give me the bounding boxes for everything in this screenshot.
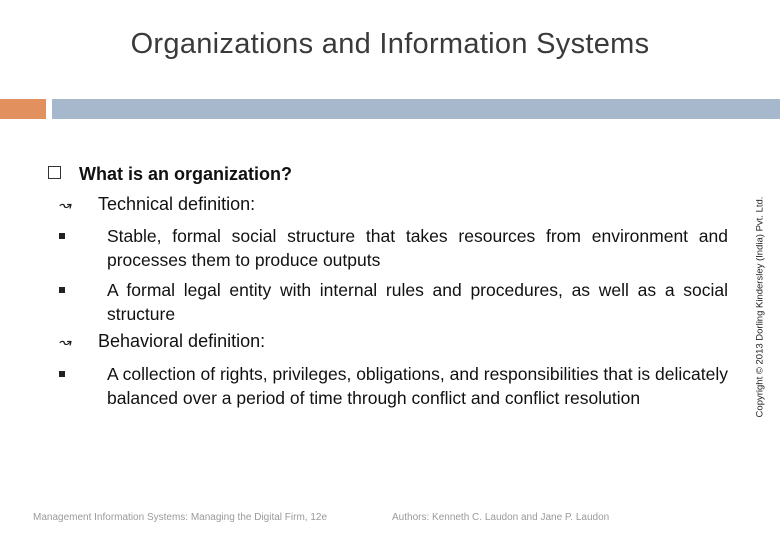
square-bullet-icon xyxy=(48,166,61,179)
heading-text: What is an organization? xyxy=(79,164,293,184)
accent-bar-blue xyxy=(52,99,780,119)
curl-arrow-icon: ↝ xyxy=(58,334,71,351)
slide-title: Organizations and Information Systems xyxy=(130,28,650,60)
square-bullet-icon xyxy=(59,371,65,377)
behavioral-point: A collection of rights, privileges, obligations, and responsibilities that is delicately balanced over a period of time through conflict and conflict resolution xyxy=(107,364,728,408)
footer-book-title: Management Information Systems: Managing the Digital Firm, 12e xyxy=(33,512,328,523)
accent-bar-orange xyxy=(0,99,46,119)
curl-arrow-icon: ↝ xyxy=(58,197,71,214)
behavioral-definition-label: Behavioral definition: xyxy=(98,331,266,351)
behavioral-definition-item xyxy=(58,331,265,352)
heading-item xyxy=(48,164,292,185)
technical-definition-label: Technical definition: xyxy=(98,194,256,214)
square-bullet-icon xyxy=(59,233,65,239)
footer-authors: Authors: Kenneth C. Laudon and Jane P. Laudon xyxy=(392,512,610,523)
square-bullet-icon xyxy=(59,287,65,293)
technical-point: A formal legal entity with internal rules and procedures, as well as a social structure xyxy=(107,280,728,324)
technical-point: Stable, formal social structure that takes resources from environment and processes them to produce outputs xyxy=(107,226,728,270)
copyright-notice: Copyright © 2013 Dorling Kindersley (India) Pvt. Ltd. xyxy=(754,196,766,418)
technical-definition-item xyxy=(58,194,255,215)
